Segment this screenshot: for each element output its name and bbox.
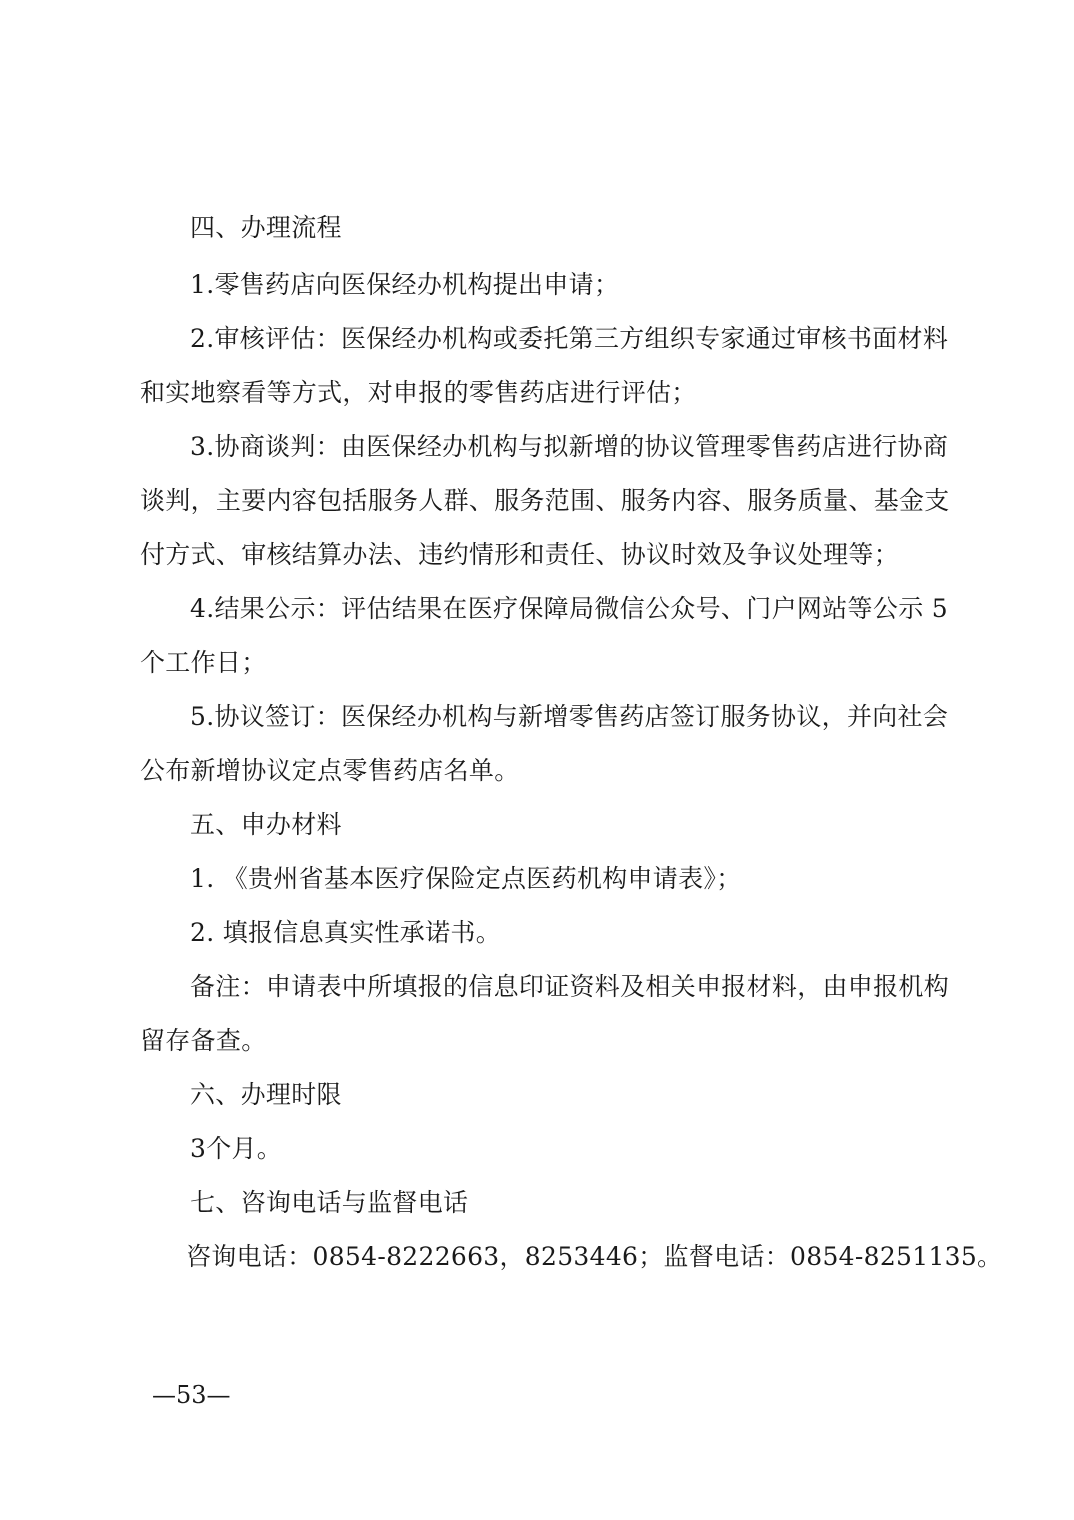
material-item-2: 2. 填报信息真实性承诺书。 [190,918,502,947]
section-4-heading: 四、办理流程 [190,213,342,242]
process-step-1: 1.零售药店向医保经办机构提出申请； [190,270,620,299]
process-step-3-line-3: 付方式、审核结算办法、违约情形和责任、协议时效及争议处理等； [140,540,900,569]
processing-time-value: 3个月。 [190,1134,283,1163]
contact-phone-line: 咨询电话：0854-8222663，8253446；监督电话：0854-8251135。 [186,1242,1003,1271]
process-step-3-line-1: 3.协商谈判：由医保经办机构与拟新增的协议管理零售药店进行协商 [190,432,949,461]
process-step-2-line-1: 2.审核评估：医保经办机构或委托第三方组织专家通过审核书面材料 [190,324,949,353]
process-step-4-line-1: 4.结果公示：评估结果在医疗保障局微信公众号、门户网站等公示 5 [190,594,948,623]
page-number: —53— [152,1381,231,1409]
note-line-2: 留存备查。 [140,1026,267,1055]
process-step-2-line-2: 和实地察看等方式，对申报的零售药店进行评估； [140,378,697,407]
note-line-1: 备注：申请表中所填报的信息印证资料及相关申报材料，由申报机构 [190,972,950,1001]
section-5-heading: 五、申办材料 [190,810,342,839]
process-step-4-line-2: 个工作日； [140,648,267,677]
section-6-heading: 六、办理时限 [190,1080,342,1109]
section-7-heading: 七、咨询电话与监督电话 [190,1188,469,1217]
process-step-5-line-2: 公布新增协议定点零售药店名单。 [140,756,520,785]
process-step-3-line-2: 谈判，主要内容包括服务人群、服务范围、服务内容、服务质量、基金支 [140,486,950,515]
process-step-5-line-1: 5.协议签订：医保经办机构与新增零售药店签订服务协议，并向社会 [190,702,949,731]
material-item-1: 1. 《贵州省基本医疗保险定点医药机构申请表》； [190,864,742,893]
